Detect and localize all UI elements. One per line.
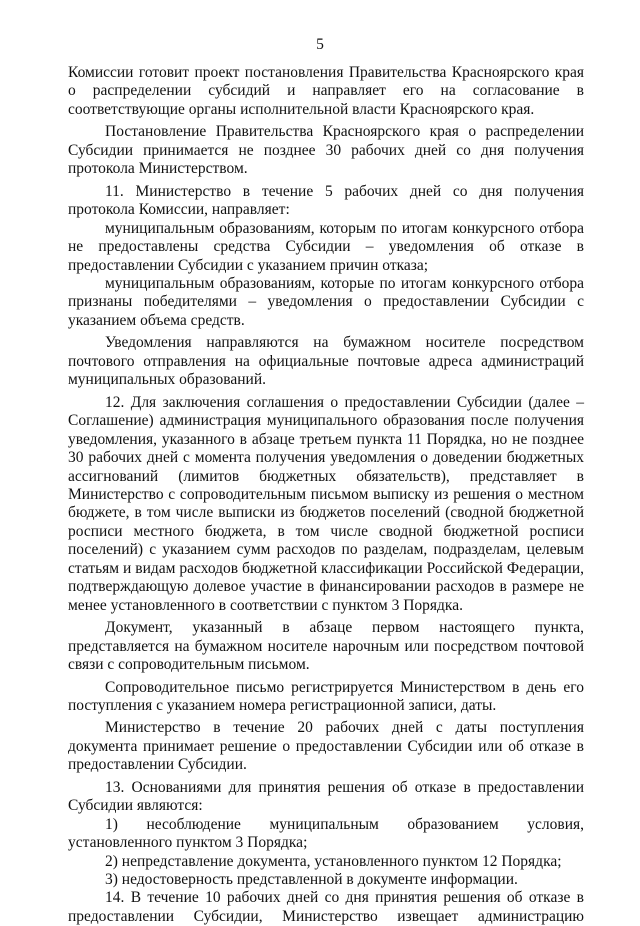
paragraph: 2) непредставление документа, установленного пунктом 12 Порядка;: [105, 852, 562, 870]
paragraph: муниципальным образованиям, которым по итогам конкурсного отбора не предоставлены средства Субсидии – уведомления об отказе в предоставлении Субсидии с указанием причин отказа;: [68, 219, 584, 274]
paragraph: муниципальным образованиям, которые по итогам конкурсного отбора признаны победителями – уведомления о предоставлении Субсидии с указанием объема средств.: [68, 274, 584, 329]
paragraph: Министерство в течение 20 рабочих дней с даты поступления документа принимает решение о предоставлении Субсидии или об отказе в предоставлении Субсидии.: [68, 719, 584, 774]
paragraph: 14. В течение 10 рабочих дней со дня принятия решения об отказе в предоставлении Субсидии, Министерство извещает администрацию: [68, 889, 584, 925]
document-body: [68, 64, 584, 926]
paragraph: Документ, указанный в абзаце первом настоящего пункта, представляется на бумажном носителе нарочным или посредством почтовой связи с сопроводительным письмом.: [68, 619, 584, 674]
paragraph: 1) несоблюдение муниципальным образованием условия, установленного пунктом 3 Порядка;: [68, 815, 584, 852]
paragraph: 13. Основаниями для принятия решения об отказе в предоставлении Субсидии являются:: [68, 778, 584, 815]
paragraph: Сопроводительное письмо регистрируется Министерством в день его поступления с указанием номера регистрационной записи, даты.: [68, 678, 584, 714]
paragraph: 11. Министерство в течение 5 рабочих дней со дня получения протокола Комиссии, направляет:: [68, 182, 584, 219]
paragraph: Комиссии готовит проект постановления Правительства Красноярского края о распределении субсидий и направляет его на согласование в соответствующие органы исполнительной власти Красноярского края.: [68, 64, 584, 118]
paragraph: 12. Для заключения соглашения о предоставлении Субсидии (далее – Соглашение) администрация муниципального образования после получения уведомления, указанного в абзаце третьем пункта 11 Порядка, но не позднее 30 рабочих дней с момента получения уведомления о доведении бюджетных ассигнований (лимитов бюджетных обязательств), представляет в Министерство с сопроводительным письмом выписку из решения о местном бюджете, в том числе выписки из бюджетов поселений (сводной бюджетной росписи местного бюджета, в том числе сводной бюджетной росписи поселений) с указанием сумм расходов по разделам, подразделам, целевым статьям и видам расходов бюджетной классификации Российской Федерации, подтверждающую долевое участие в финансировании расходов в размере не менее установленного в соответствии с пунктом 3 Порядка.: [68, 393, 584, 614]
paragraph: 3) недостоверность представленной в документе информации.: [105, 871, 518, 889]
page-number: 5: [316, 36, 324, 53]
paragraph: Постановление Правительства Красноярского края о распределении Субсидии принимается не позднее 30 рабочих дней со дня получения протокола Министерством.: [68, 123, 584, 178]
paragraph: Уведомления направляются на бумажном носителе посредством почтового отправления на официальные почтовые адреса администраций муниципальных образований.: [68, 334, 584, 389]
